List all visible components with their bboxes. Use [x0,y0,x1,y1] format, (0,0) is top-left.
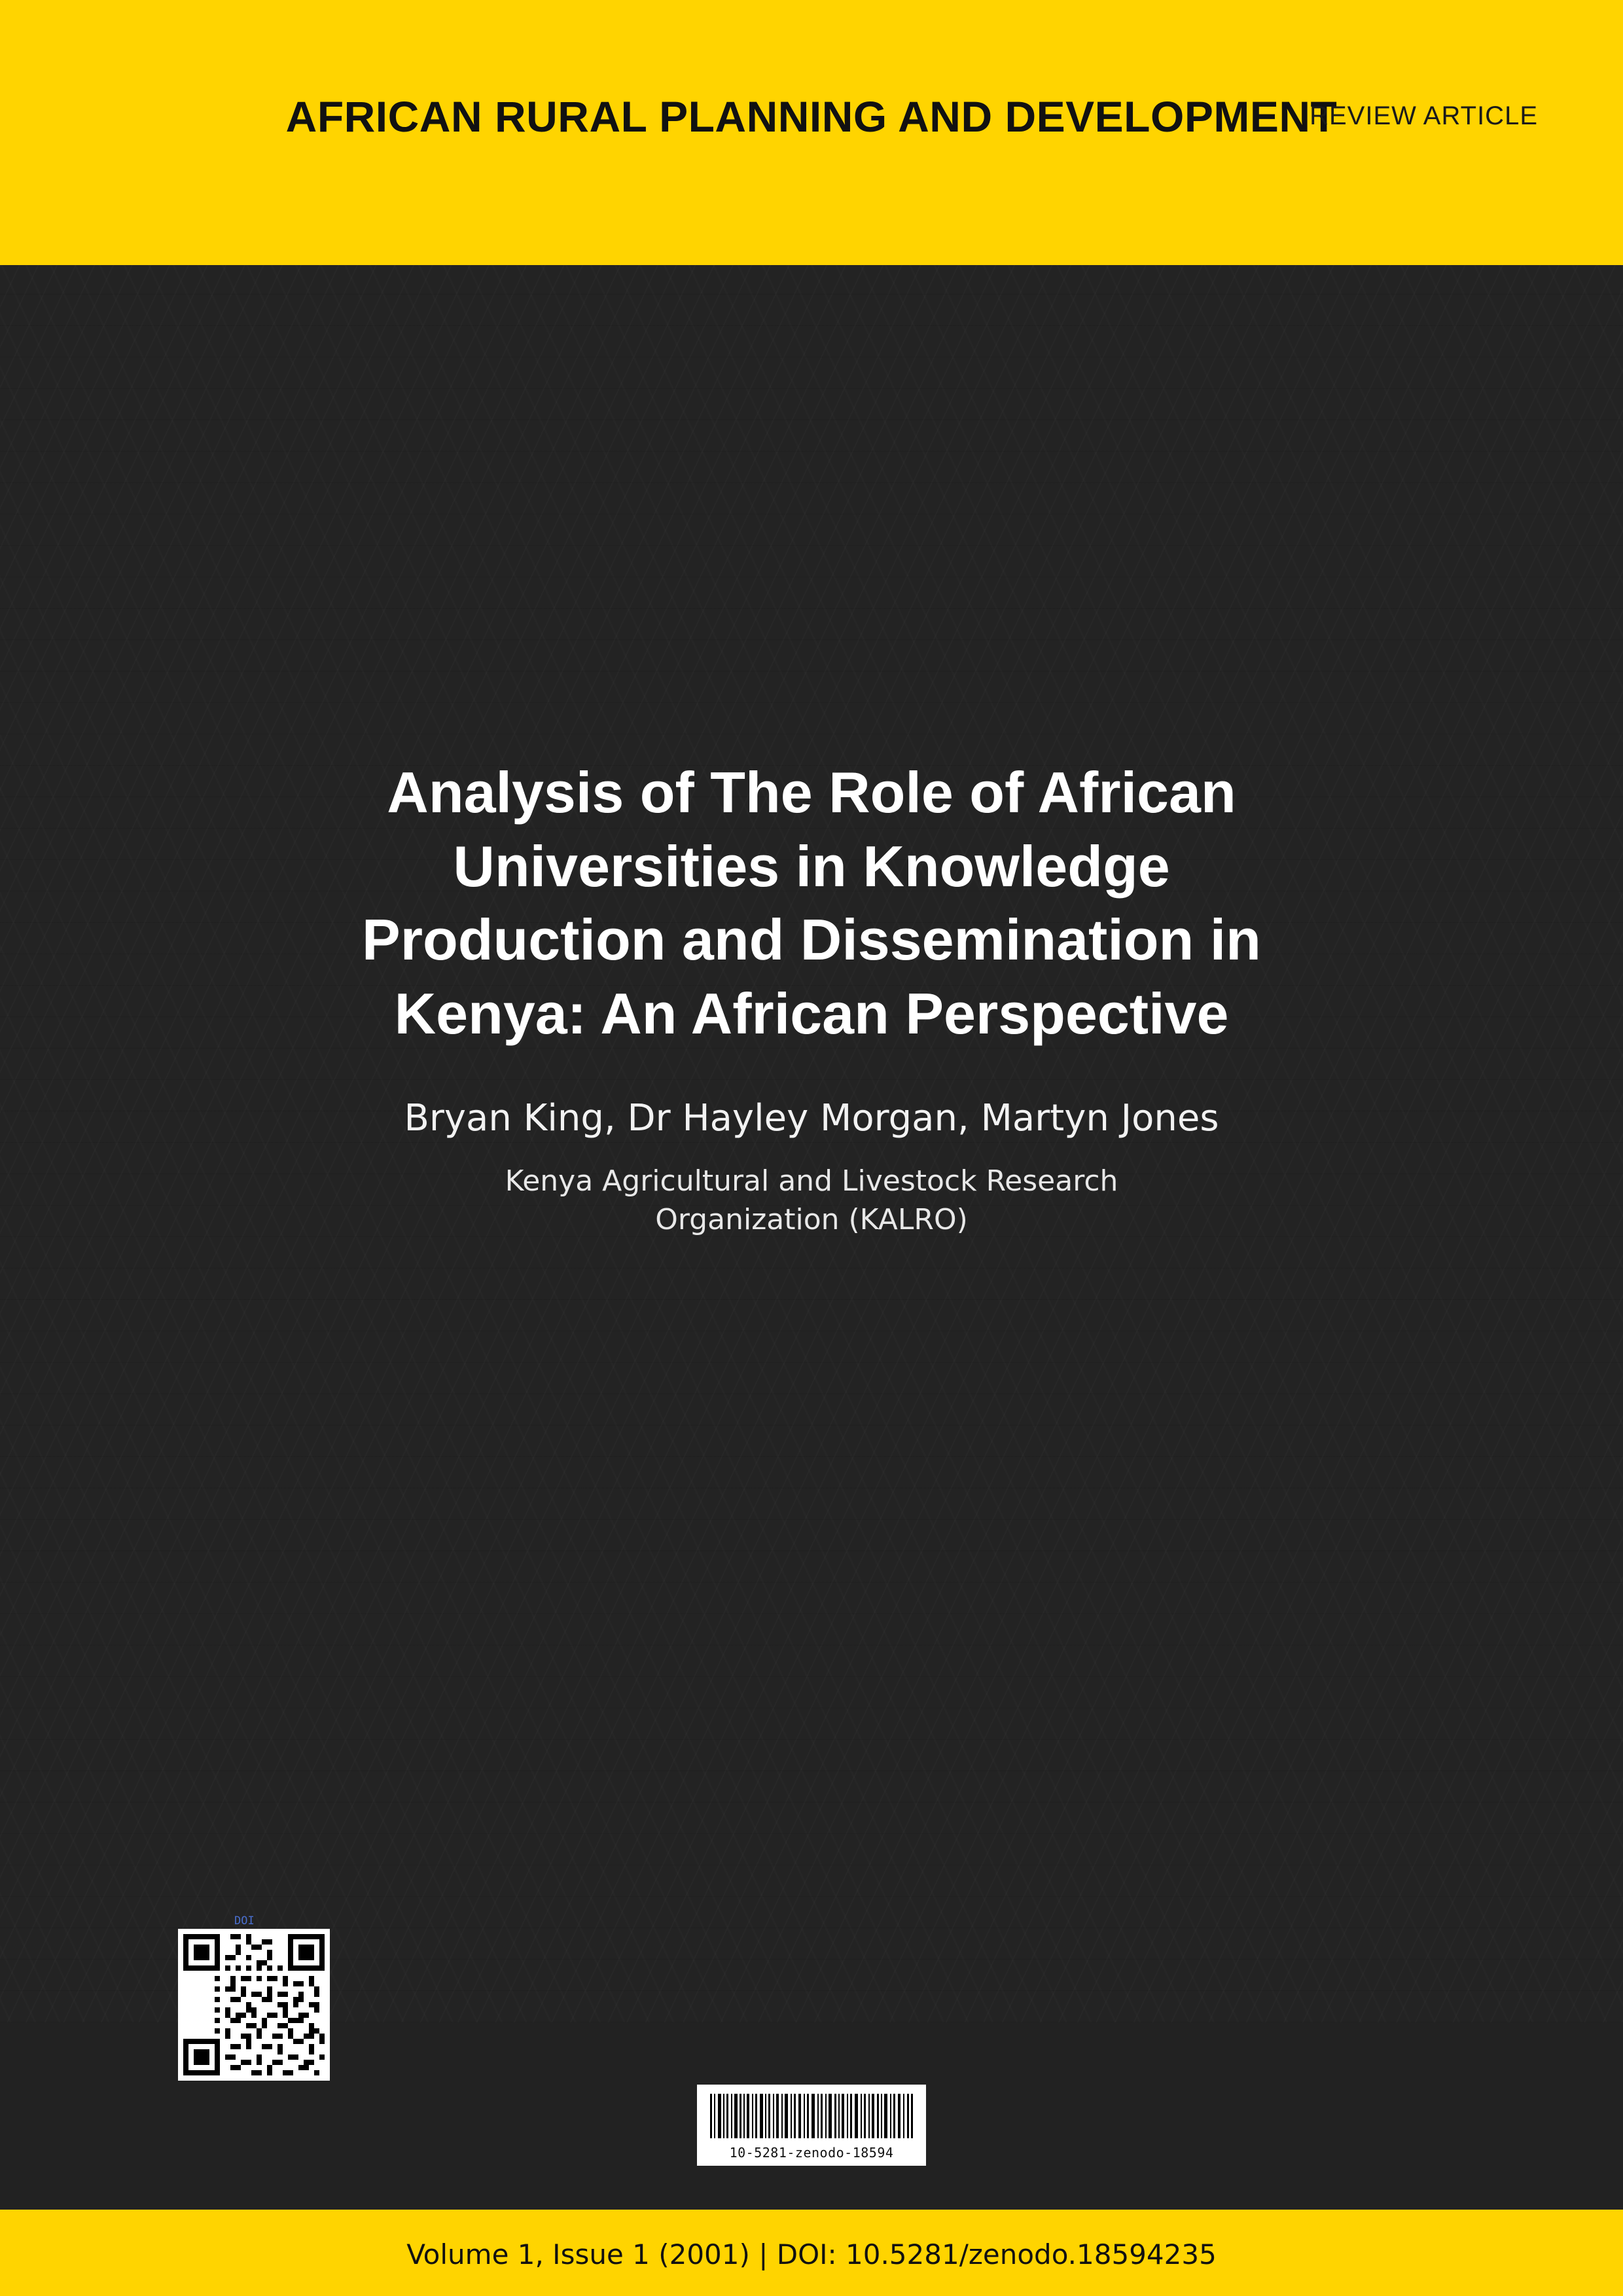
title-block [353,756,1270,1239]
qr-code-label: DOI [234,1914,255,1928]
footer-band [0,2210,1623,2296]
header-band [0,0,1623,265]
qr-code-svg [178,1929,330,2081]
author-list: Bryan King, Dr Hayley Morgan, Martyn Jones [404,1096,1219,1139]
barcode-value: 10-5281-zenodo-18594 [729,2145,894,2161]
qr-code-icon[interactable] [178,1929,330,2081]
barcode-icon [707,2094,916,2138]
footer-citation: Volume 1, Issue 1 (2001) | DOI: 10.5281/zenodo.18594235 [406,2238,1217,2270]
article-type-label: REVIEW ARTICLE [1310,101,1538,130]
barcode-block [697,2085,926,2166]
qr-code-block [178,1914,330,2081]
paper-title: Analysis of The Role of African Universities in Knowledge Production and Dissemination in Kenya: An African Perspective [362,760,1261,1046]
affiliation: Kenya Agricultural and Livestock Research Organization (KALRO) [505,1164,1118,1236]
journal-title: AFRICAN RURAL PLANNING AND DEVELOPMENT [285,92,1338,141]
